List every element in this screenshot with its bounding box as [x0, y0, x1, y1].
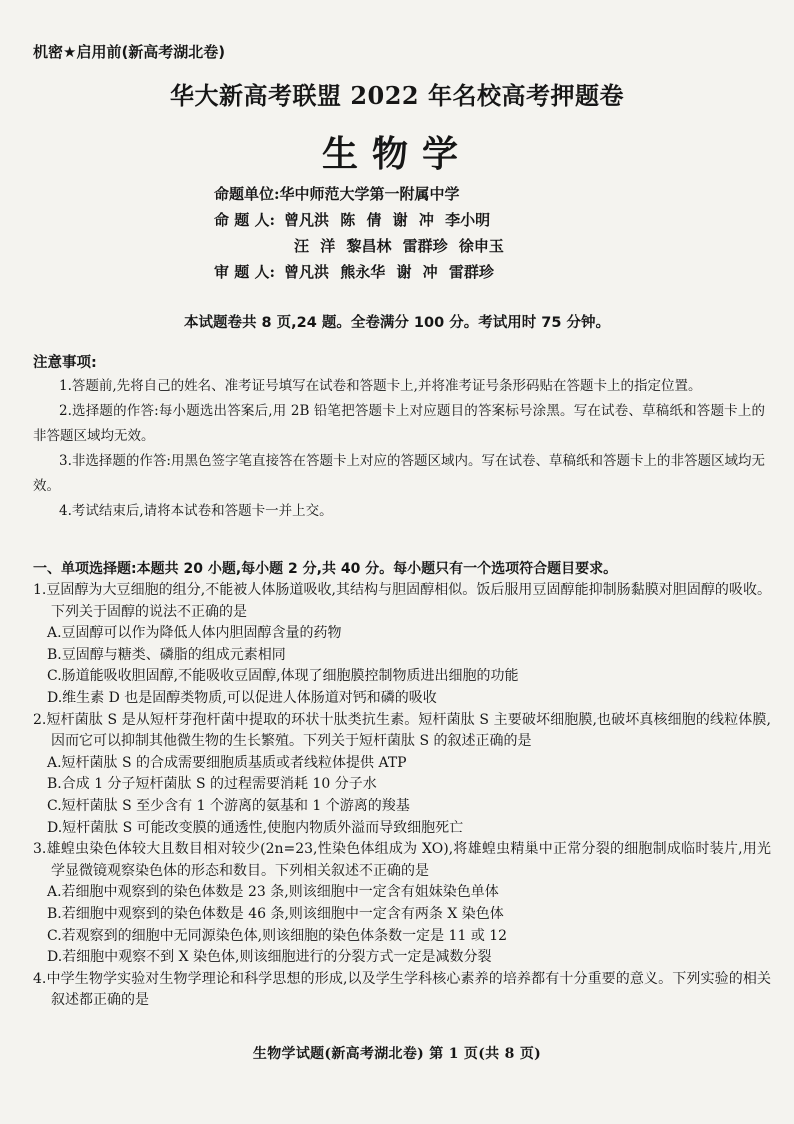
notice-item: 3.非选择题的作答:用黑色签字笔直接答在答题卡上对应的答题区域内。写在试卷、草稿纸和答题卡上的非答题区域均无效。 — [33, 453, 765, 494]
question-3 — [33, 839, 771, 969]
option-a: A.豆固醇可以作为降低人体内胆固醇含量的药物 — [47, 625, 342, 642]
exam-title: 华大新高考联盟 2022 年名校高考押题卷 — [169, 81, 624, 110]
option-b: B.合成 1 分子短杆菌肽 S 的过程需要消耗 10 分子水 — [47, 776, 377, 793]
notice-item: 2.选择题的作答:每小题选出答案后,用 2B 铅笔把答题卡上对应题目的答案标号涂黑。写在试卷、草稿纸和答题卡上的非答题区域均无效。 — [33, 403, 765, 444]
section-title: 一、单项选择题:本题共 20 小题,每小题 2 分,共 40 分。每小题只有一个选项符合题目要求。 — [33, 561, 618, 577]
unit-row — [214, 180, 504, 206]
option-b: B.豆固醇与糖类、磷脂的组成元素相同 — [47, 646, 286, 663]
setters-label: 命 题 人: — [214, 210, 275, 229]
reviewers-label: 审 题 人: — [214, 262, 275, 281]
notice-title: 注意事项: — [33, 355, 97, 371]
question-4 — [33, 969, 771, 1012]
reviewers-value: 曾凡洪 熊永华 谢 冲 雷群珍 — [284, 262, 494, 281]
question-stem: 4.中学生物学实验对生物学理论和科学思想的形成,以及学生学科核心素养的培养都有十分重要的意义。下列实验的相关叙述都正确的是 — [33, 970, 771, 1009]
subject-title: 生物学 — [321, 133, 472, 175]
confidential-label: 机密★启用前(新高考湖北卷) — [33, 43, 226, 61]
unit-label: 命题单位: — [214, 184, 280, 203]
exam-info: 本试题卷共 8 页,24 题。全卷满分 100 分。考试用时 75 分钟。 — [183, 315, 611, 331]
setters-line2: 汪 洋 黎昌林 雷群珍 徐申玉 — [294, 236, 504, 255]
question-stem: 3.雄蝗虫染色体较大且数目相对较少(2n=23,性染色体组成为 XO),将雄蝗虫精巢中正常分裂的细胞制成临时装片,用光学显微镜观察染色体的形态和数目。下列相关叙述不正确的是 — [33, 841, 771, 879]
option-c: C.肠道能吸收胆固醇,不能吸收豆固醇,体现了细胞膜控制物质进出细胞的功能 — [47, 668, 519, 685]
setters-line1: 曾凡洪 陈 倩 谢 冲 李小明 — [284, 210, 491, 229]
option-d: D.短杆菌肽 S 可能改变膜的通透性,使胞内物质外溢而导致细胞死亡 — [47, 819, 464, 836]
option-c: C.若观察到的细胞中无同源染色体,则该细胞的染色体条数一定是 11 或 12 — [47, 927, 508, 944]
option-b: B.若细胞中观察到的染色体数是 46 条,则该细胞中一定含有两条 X 染色体 — [47, 905, 504, 922]
option-d: D.若细胞中观察不到 X 染色体,则该细胞进行的分裂方式一定是减数分裂 — [47, 949, 492, 966]
option-d: D.维生素 D 也是固醇类物质,可以促进人体肠道对钙和磷的吸收 — [47, 689, 437, 706]
question-stem: 2.短杆菌肽 S 是从短杆芽孢杆菌中提取的环状十肽类抗生素。短杆菌肽 S 主要破坏细胞膜,也破坏真核细胞的线粒体膜,因而它可以抑制其他微生物的生长繁殖。下列关于短杆菌肽 S 的叙述正确的是 — [33, 711, 771, 750]
notice-list — [33, 374, 765, 524]
notice-item: 4.考试结束后,请将本试卷和答题卡一并上交。 — [59, 503, 333, 519]
question-stem: 1.豆固醇为大豆细胞的组分,不能被人体肠道吸收,其结构与胆固醇相似。饭后服用豆固醇能抑制肠黏膜对胆固醇的吸收。下列关于固醇的说法不正确的是 — [33, 582, 771, 620]
setters-row — [214, 206, 504, 232]
question-1 — [33, 580, 771, 710]
option-a: A.若细胞中观察到的染色体数是 23 条,则该细胞中一定含有姐妹染色单体 — [47, 884, 499, 901]
reviewers-row — [214, 258, 504, 284]
notice-item: 1.答题前,先将自己的姓名、准考证号填写在试卷和答题卡上,并将准考证号条形码贴在答题卡上的指定位置。 — [59, 378, 702, 394]
option-c: C.短杆菌肽 S 至少含有 1 个游离的氨基和 1 个游离的羧基 — [47, 797, 410, 814]
page-footer: 生物学试题(新高考湖北卷) 第 1 页(共 8 页) — [252, 1046, 542, 1062]
setters-row-2 — [214, 232, 504, 258]
question-2 — [33, 710, 771, 840]
unit-value: 华中师范大学第一附属中学 — [279, 184, 460, 203]
option-a: A.短杆菌肽 S 的合成需要细胞质基质或者线粒体提供 ATP — [47, 754, 407, 771]
question-list — [33, 580, 771, 1012]
staff-block — [214, 180, 504, 284]
